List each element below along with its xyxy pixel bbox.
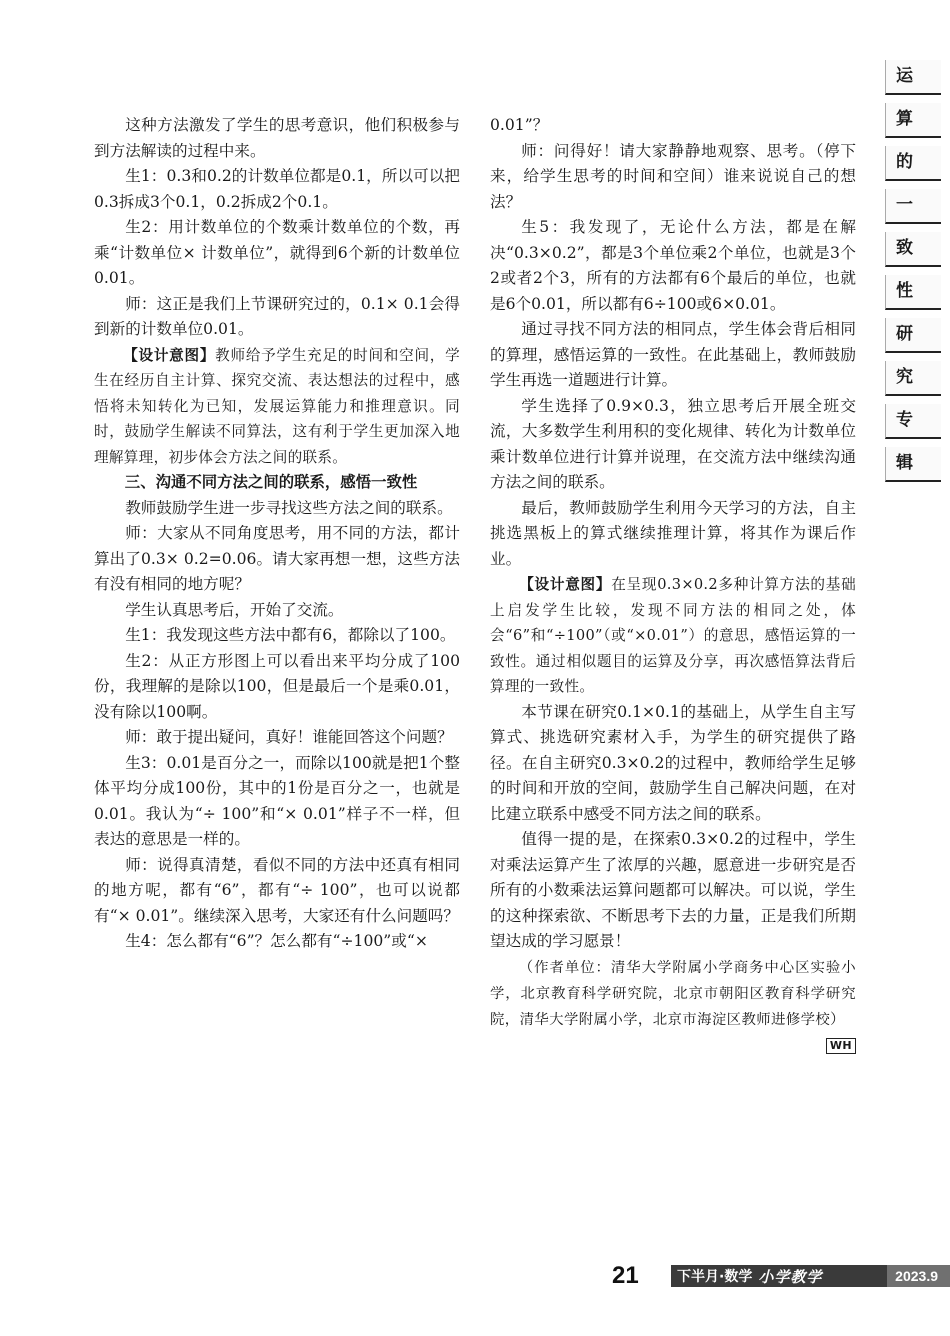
side-tab-2: 的 xyxy=(885,146,941,181)
author-affiliation-text: （作者单位：清华大学附属小学商务中心区实验小学，北京教育科学研究院，北京市朝阳区教育科学研究院，清华大学附属小学，北京市海淀区教师进修学校） xyxy=(490,959,856,1028)
side-tab-1: 算 xyxy=(885,103,941,138)
design-intent-text: 在呈现0.3×0.2多种计算方法的基础上启发学生比较，发现不同方法的相同之处，体会“6”和“÷100”（或“×0.01”）的意思，感悟运算的一致性。通过相似题目的运算及分享，再次感悟算法背后算理的一致性。 xyxy=(490,576,856,695)
paragraph: 教师鼓励学生进一步寻找这些方法之间的联系。 xyxy=(125,498,453,517)
journal-bar xyxy=(671,1265,950,1287)
paragraph: 生5：我发现了，无论什么方法，都是在解决“0.3×0.2”，都是3个单位乘2个单位，也就是3个2或者2个3，所有的方法都有6个最后的单位，也就是6个0.01，所以都有6÷100或6×0.01。 xyxy=(490,218,856,313)
side-tab-6: 研 xyxy=(885,318,941,353)
side-tab-5: 性 xyxy=(885,275,941,310)
design-intent-note xyxy=(490,572,856,700)
author-affiliation xyxy=(490,955,856,1052)
paragraph: 师：这正是我们上节课研究过的，0.1× 0.1会得到新的计数单位0.01。 xyxy=(94,294,460,338)
side-tab-0: 运 xyxy=(885,60,941,95)
left-column xyxy=(94,113,460,955)
paragraph: 师：说得真清楚，看似不同的方法中还真有相同的地方呢，都有“6”，都有“÷ 100”，也可以说都有“× 0.01”。继续深入思考，大家还有什么问题吗？ xyxy=(94,855,460,925)
side-tab-strip xyxy=(885,60,941,490)
paragraph: 生2：用计数单位的个数乘计数单位的个数，再乘“计数单位× 计数单位”，就得到6个新的计数单位0.01。 xyxy=(94,218,460,287)
page-footer xyxy=(0,1262,950,1290)
paragraph: 0.01”？ xyxy=(490,116,549,134)
design-intent-text: 教师给予学生充足的时间和空间，学生在经历自主计算、探究交流、表达想法的过程中，感悟将未知转化为已知，发展运算能力和推理意识。同时，鼓励学生解读不同算法，这有利于学生更加深入地理解算理，初步体会方法之间的联系。 xyxy=(94,346,460,466)
side-tab-8: 专 xyxy=(885,404,941,439)
side-tab-7: 究 xyxy=(885,361,941,396)
paragraph: 最后，教师鼓励学生利用今天学习的方法，自主挑选黑板上的算式继续推理计算，将其作为课后作业。 xyxy=(490,498,856,568)
paragraph: 通过寻找不同方法的相同点，学生体会背后相同的算理，感悟运算的一致性。在此基础上，教师鼓励学生再选一道题进行计算。 xyxy=(490,320,856,389)
issue-label: 下半月·数学 xyxy=(677,1269,753,1285)
paragraph: 本节课在研究0.1×0.1的基础上，从学生自主写算式、挑选研究素材入手，为学生的研究提供了路径。在自主研究0.3×0.2的过程中，教师给学生足够的时间和开放的空间，鼓励学生自己解决问题，在对比建立联系中感受不同方法之间的联系。 xyxy=(490,702,856,823)
side-tab-9: 辑 xyxy=(885,447,941,482)
end-mark-badge: WH xyxy=(826,1038,856,1054)
design-intent-note xyxy=(94,343,460,471)
paragraph: 学生选择了0.9×0.3，独立思考后开展全班交流，大多数学生利用积的变化规律、转化为计数单位乘计数单位进行计算并说理，在交流方法中继续沟通方法之间的联系。 xyxy=(490,396,856,491)
paragraph: 师：大家从不同角度思考，用不同的方法，都计算出了0.3× 0.2=0.06。请大家再想一想，这些方法有没有相同的地方呢？ xyxy=(94,524,460,593)
paragraph: 值得一提的是，在探索0.3×0.2的过程中，学生对乘法运算产生了浓厚的兴趣，愿意进一步研究是否所有的小数乘法运算问题都可以解决。可以说，学生的这种探索欲、不断思考下去的力量，正是我们所期望达成的学习愿景！ xyxy=(490,830,856,950)
paragraph: 师：敢于提出疑问，真好！谁能回答这个问题？ xyxy=(125,728,453,746)
paragraph: 师：问得好！请大家静静地观察、思考。（停下来，给学生思考的时间和空间）谁来说说自己的想法？ xyxy=(490,141,856,211)
journal-name: 小学教学 xyxy=(758,1267,823,1286)
paragraph: 学生认真思考后，开始了交流。 xyxy=(125,600,344,619)
issue-date: 2023.9 xyxy=(887,1265,950,1287)
paragraph: 生1：我发现这些方法中都有6，都除以了100。 xyxy=(125,626,456,644)
right-column xyxy=(490,113,856,1054)
design-intent-tag: 【设计意图】 xyxy=(519,576,612,593)
paragraph: 生2：从正方形图上可以看出来平均分成了100份，我理解的是除以100，但是最后一个是乘0.01，没有除以100啊。 xyxy=(94,651,460,721)
side-tab-4: 致 xyxy=(885,232,941,267)
page-number: 21 xyxy=(612,1262,639,1289)
paragraph: 生4：怎么都有“6”？怎么都有“÷100”或“× xyxy=(125,932,428,950)
side-tab-3: 一 xyxy=(885,189,941,224)
paragraph: 生3：0.01是百分之一，而除以100就是把1个整体平均分成100份，其中的1份是百分之一，也就是0.01。我认为“÷ 100”和“× 0.01”样子不一样，但表达的意思是一样的。 xyxy=(94,753,460,848)
paragraph: 这种方法激发了学生的思考意识，他们积极参与到方法解读的过程中来。 xyxy=(94,116,460,160)
design-intent-tag: 【设计意图】 xyxy=(123,346,216,364)
section-heading: 三、沟通不同方法之间的联系，感悟一致性 xyxy=(124,473,418,491)
paragraph: 生1：0.3和0.2的计数单位都是0.1，所以可以把0.3拆成3个0.1，0.2拆成2个0.1。 xyxy=(94,167,460,211)
